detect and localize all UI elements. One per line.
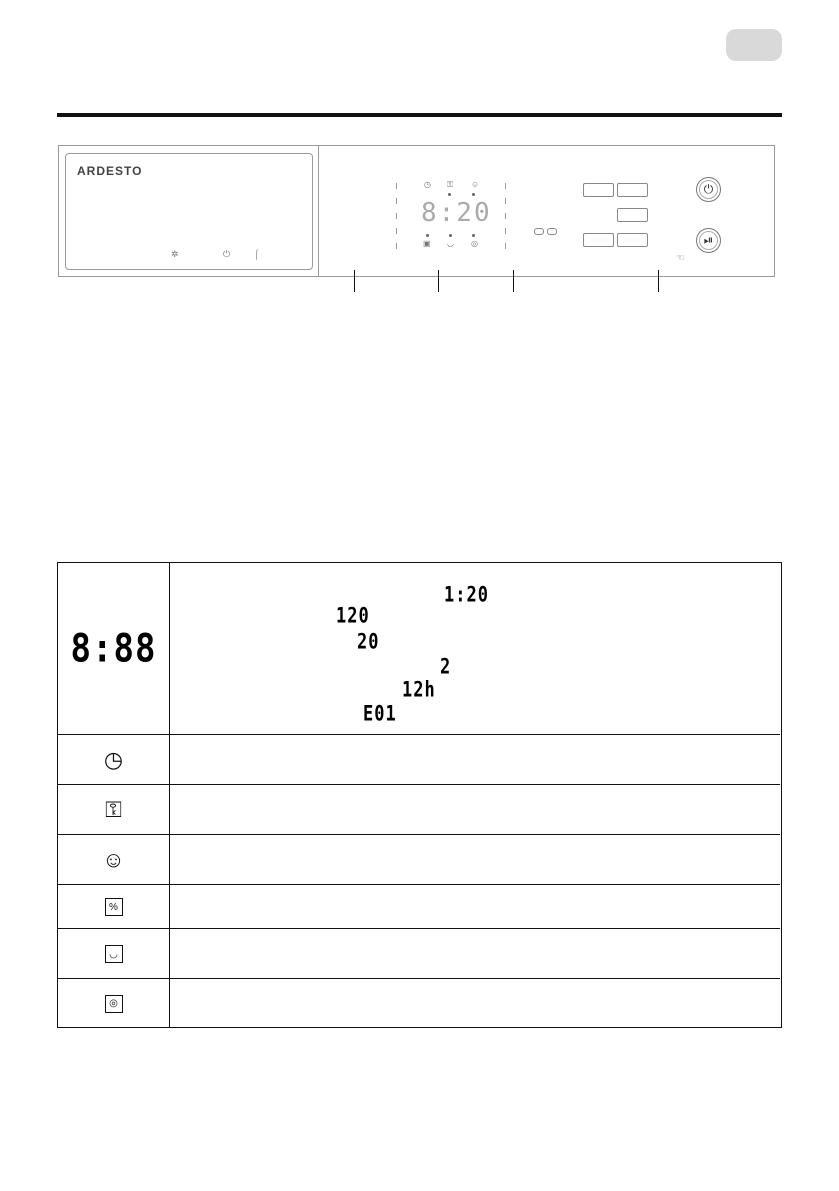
spin-drum-icon: ◎	[105, 995, 123, 1013]
panel-time-readout: 8:20	[421, 198, 492, 228]
table-row	[58, 834, 780, 885]
water-tub-icon: ◡	[105, 945, 123, 963]
hand-press-icon: ☜	[676, 253, 685, 264]
option-pill-left	[534, 228, 544, 235]
option-pill-right	[547, 228, 557, 235]
panel-child-icon: ☺	[471, 180, 480, 189]
door-area	[65, 153, 313, 270]
example-short: 20	[357, 629, 380, 655]
page-number-badge	[726, 29, 782, 61]
panel-display	[391, 176, 521, 254]
digital-display-icon: 8:88	[70, 625, 157, 672]
power-small-icon: ⏻	[223, 249, 231, 259]
example-time: 1:20	[444, 582, 489, 608]
panel-button-3	[617, 208, 648, 222]
cell-display-icon	[58, 563, 170, 734]
callout-line-2	[438, 270, 439, 292]
display-legend-table	[57, 562, 782, 1028]
power-button: ⏻	[696, 177, 721, 202]
panel-button-2	[617, 183, 648, 197]
sun-icon: ✲	[171, 249, 179, 259]
panel-button-4	[583, 233, 614, 247]
panel-tub-icon: ◡	[447, 239, 454, 248]
panel-spin-icon: ◎	[471, 239, 478, 248]
example-digit: 2	[440, 654, 452, 680]
table-row	[58, 928, 780, 979]
panel-button-1	[583, 183, 614, 197]
callout-line-4	[658, 270, 659, 292]
example-error-code: E01	[363, 701, 397, 727]
table-row	[58, 784, 780, 835]
table-row	[58, 563, 780, 734]
example-hours: 12h	[402, 677, 436, 703]
prewash-detergent-icon: %	[105, 898, 123, 916]
example-minutes: 120	[336, 603, 370, 629]
key-icon: ⚿	[105, 797, 122, 822]
control-panel-illustration	[58, 145, 775, 277]
table-row	[58, 734, 780, 785]
table-row	[58, 978, 780, 1028]
callout-line-1	[354, 270, 355, 292]
panel-divider	[318, 146, 319, 276]
callout-line-3	[513, 270, 514, 292]
panel-button-5	[617, 233, 648, 247]
cell-display-examples	[170, 563, 780, 734]
start-pause-button: ⏯	[696, 228, 721, 253]
panel-prewash-icon: ▣	[423, 239, 431, 248]
header-rule	[57, 113, 782, 117]
hook-icon: ⌠	[254, 249, 260, 259]
brand-logo: ARDESTO	[77, 164, 143, 178]
panel-clock-icon: ◷	[424, 180, 431, 189]
child-lock-face-icon: ☺	[102, 847, 125, 872]
panel-key-icon: ⚿	[447, 180, 454, 189]
table-row	[58, 884, 780, 929]
clock-icon: ◷	[103, 747, 124, 772]
